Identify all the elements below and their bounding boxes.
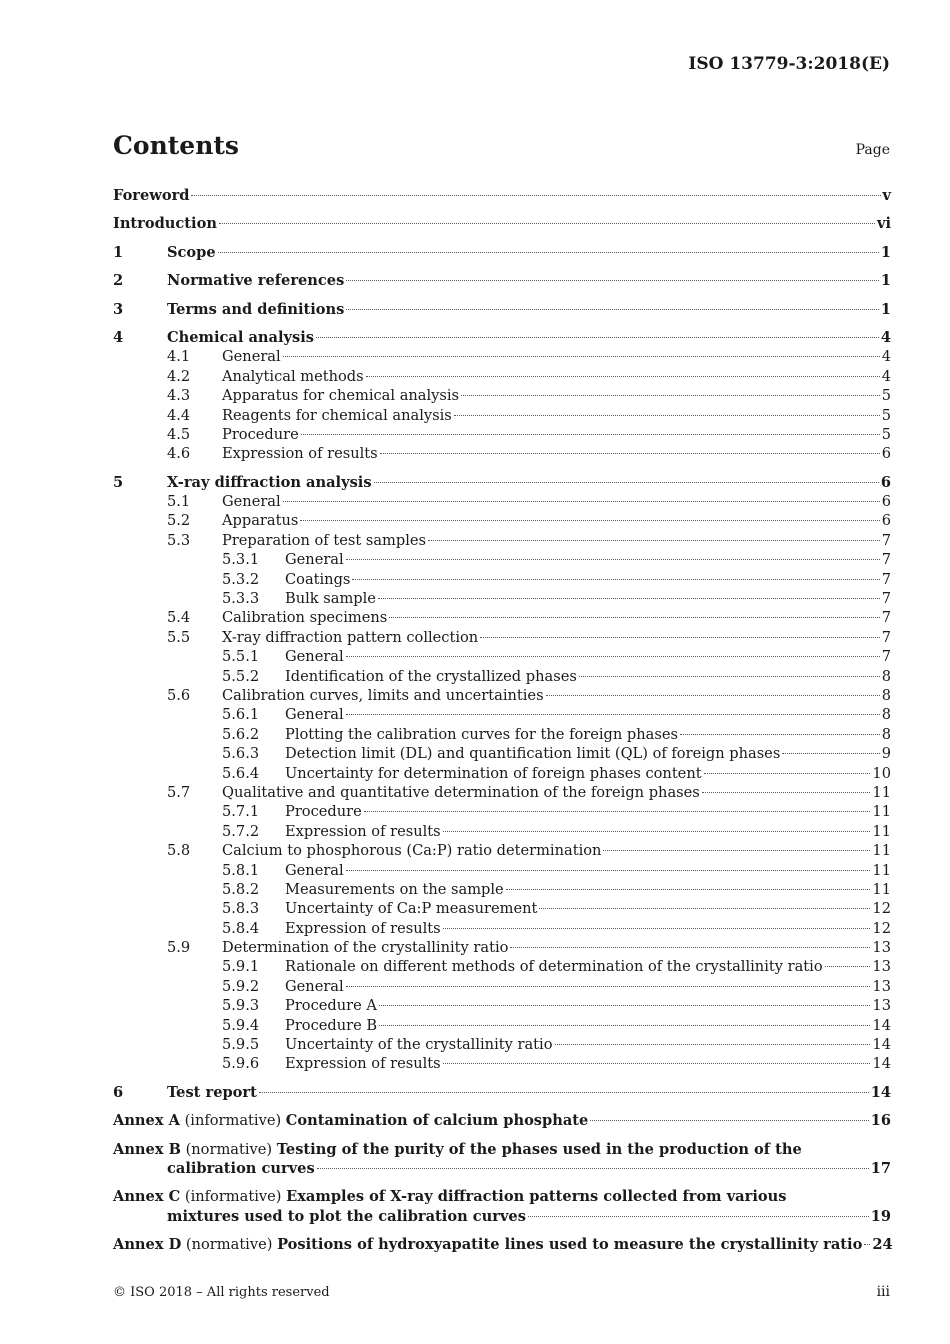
toc-entry-page: 11: [872, 861, 891, 879]
dot-leader: [283, 356, 880, 357]
dot-leader: [346, 986, 871, 987]
toc-entry-number: 5.6.4: [222, 764, 260, 782]
toc-entry-number: 5.9: [167, 939, 191, 957]
toc-entry-title[interactable]: General: [222, 348, 281, 366]
toc-entry-page: 5: [881, 425, 891, 443]
toc-entry-number: 5.9.2: [222, 977, 260, 995]
toc-entry-title[interactable]: Apparatus: [222, 512, 299, 530]
dot-leader: [555, 1044, 871, 1045]
toc-entry-page: 7: [881, 570, 891, 588]
toc-entry-title[interactable]: Calcium to phosphorous (Ca:P) ratio determination: [222, 842, 602, 860]
dot-leader: [259, 1092, 869, 1093]
toc-entry-number: 5.8: [167, 842, 191, 860]
toc-entry-page: 7: [881, 648, 891, 666]
annex-title-continued: calibration curves: [167, 1160, 315, 1177]
toc-entry-page: 1: [880, 243, 891, 261]
toc-entry[interactable]: [113, 531, 891, 550]
document-id: ISO 13779-3:2018(E): [688, 54, 890, 74]
toc-entry-page: v: [882, 187, 891, 204]
dot-leader: [352, 579, 879, 580]
toc-entry-title[interactable]: General: [285, 551, 344, 569]
dot-leader: [864, 1244, 870, 1245]
toc-entry-page: 5: [881, 406, 891, 424]
toc-entry[interactable]: [113, 667, 891, 686]
toc-entry-page: 7: [881, 551, 891, 569]
dot-leader: [389, 617, 879, 618]
toc-entry[interactable]: [113, 977, 891, 996]
dot-leader: [528, 1216, 869, 1217]
toc-entry-number: 5.6.2: [222, 725, 260, 743]
toc-entry[interactable]: [113, 996, 891, 1015]
toc-entry-title[interactable]: Chemical analysis: [167, 328, 314, 346]
toc-entry-page: 13: [872, 977, 891, 995]
toc-entry[interactable]: [113, 880, 891, 899]
toc-entry-title[interactable]: Measurements on the sample: [285, 880, 504, 898]
toc-entry[interactable]: [113, 367, 891, 386]
toc-entry-number: 5.3.1: [222, 551, 260, 569]
toc-entry-title[interactable]: Scope: [167, 243, 216, 261]
toc-entry-page: 7: [881, 609, 891, 627]
dot-leader: [219, 223, 875, 224]
toc-entry-title[interactable]: Plotting the calibration curves for the foreign phases: [285, 725, 678, 743]
dot-leader: [443, 1063, 871, 1064]
dot-leader: [506, 889, 871, 890]
toc-entry-number: 5.9.1: [222, 958, 260, 976]
toc-entry[interactable]: [113, 511, 891, 530]
toc-entry-page: 14: [872, 1055, 891, 1073]
toc-entry-page: 13: [872, 939, 891, 957]
annex-page: 24: [872, 1236, 893, 1254]
toc-entry-page: 4: [881, 348, 891, 366]
toc-entry-title[interactable]: Calibration curves, limits and uncertainties: [222, 686, 544, 704]
toc-entry-number: 5.7: [167, 783, 191, 801]
toc-entry[interactable]: [113, 1054, 891, 1073]
toc-entry-title[interactable]: Rationale on different methods of determination of the crystallinity ratio: [285, 958, 823, 976]
toc-entry-page: 6: [881, 512, 891, 530]
toc-entry-number: 5.5.1: [222, 648, 260, 666]
toc-entry-title[interactable]: Calibration specimens: [222, 609, 388, 627]
dot-leader: [316, 337, 879, 338]
dot-leader: [366, 376, 880, 377]
toc-entry-number: 4.3: [167, 387, 191, 405]
toc-entry-title[interactable]: General: [285, 861, 344, 879]
dot-leader: [480, 637, 880, 638]
toc-entry-number: 4.4: [167, 406, 191, 424]
toc-entry-number: 5.9.3: [222, 997, 260, 1015]
annex-title: Examples of X-ray diffraction patterns collected from various: [286, 1188, 787, 1206]
toc-entry[interactable]: [113, 802, 891, 821]
toc-entry[interactable]: [113, 347, 891, 366]
toc-entry-page: 12: [872, 900, 891, 918]
toc-entry-page: 1: [880, 272, 891, 290]
toc-entry-number: 5.6.3: [222, 745, 260, 763]
toc-entry-title[interactable]: Bulk sample: [285, 590, 376, 608]
dot-leader: [218, 252, 879, 253]
toc-entry[interactable]: [113, 492, 891, 511]
annex-label: Annex A: [113, 1112, 180, 1130]
toc-entry-number: 5.5: [167, 628, 191, 646]
toc-entry-title[interactable]: Introduction: [113, 215, 217, 233]
toc-entry[interactable]: [113, 473, 891, 492]
toc-entry[interactable]: [113, 628, 891, 647]
toc-entry[interactable]: [113, 570, 891, 589]
toc-entry[interactable]: [113, 647, 891, 666]
annex-type: (informative): [184, 1188, 282, 1206]
toc-entry[interactable]: [113, 186, 891, 205]
toc-entry-title[interactable]: Apparatus for chemical analysis: [222, 387, 460, 405]
toc-entry-title[interactable]: General: [285, 648, 344, 666]
dot-leader: [579, 676, 880, 677]
toc-entry[interactable]: [113, 744, 891, 763]
toc-entry-title[interactable]: Identification of the crystallized phases: [285, 667, 577, 685]
toc-entry-title[interactable]: Qualitative and quantitative determination of the foreign phases: [222, 783, 700, 801]
dot-leader: [680, 734, 880, 735]
toc-entry-page: vi: [876, 215, 891, 233]
dot-leader: [346, 559, 880, 560]
dot-leader: [378, 598, 880, 599]
dot-leader: [346, 656, 880, 657]
dot-leader: [590, 1120, 868, 1121]
toc-entry-number: 5.2: [167, 512, 191, 530]
toc-entry-number: 5.7.1: [222, 803, 260, 821]
table-of-contents: [113, 186, 891, 1255]
dot-leader: [379, 1025, 870, 1026]
toc-entry-page: 14: [872, 1016, 891, 1034]
toc-entry-page: 8: [881, 725, 891, 743]
toc-entry[interactable]: [113, 1016, 891, 1035]
annex-label: Annex C: [113, 1188, 181, 1206]
dot-leader: [379, 1005, 870, 1006]
toc-entry-title[interactable]: Reagents for chemical analysis: [222, 406, 452, 424]
toc-entry-page: 8: [881, 686, 891, 704]
toc-entry-page: 11: [872, 880, 891, 898]
toc-entry[interactable]: [113, 589, 891, 608]
toc-entry-number: 5.7.2: [222, 822, 260, 840]
annex-title: Testing of the purity of the phases used in the production of the: [276, 1140, 802, 1158]
dot-leader: [702, 792, 871, 793]
toc-entry[interactable]: [113, 783, 891, 802]
toc-entry-title[interactable]: General: [285, 706, 344, 724]
toc-entry[interactable]: [113, 725, 891, 744]
toc-entry[interactable]: [113, 406, 891, 425]
toc-entry-number: 3: [113, 300, 124, 318]
dot-leader: [782, 753, 879, 754]
annex-type: (normative): [185, 1236, 273, 1254]
dot-leader: [443, 928, 871, 929]
toc-entry-page: 5: [881, 387, 891, 405]
annex-title: Contamination of calcium phosphate: [285, 1112, 589, 1130]
toc-entry-title[interactable]: X-ray diffraction analysis: [167, 473, 372, 491]
toc-entry-number: 5.6: [167, 686, 191, 704]
dot-leader: [191, 195, 880, 196]
toc-entry[interactable]: [113, 705, 891, 724]
toc-entry-number: 4.2: [167, 367, 191, 385]
toc-entry-title[interactable]: Procedure: [285, 803, 362, 821]
page-title: Contents: [113, 131, 240, 160]
dot-leader: [317, 1168, 869, 1169]
toc-entry-title[interactable]: Detection limit (DL) and quantification limit (QL) of foreign phases: [285, 745, 781, 763]
toc-entry-page: 9: [881, 745, 891, 763]
toc-entry-page: 11: [872, 803, 891, 821]
toc-entry-title[interactable]: Uncertainty of the crystallinity ratio: [285, 1036, 553, 1054]
toc-entry-page: 7: [881, 531, 891, 549]
toc-entry-page: 6: [881, 493, 891, 511]
annex-type: (normative): [185, 1140, 273, 1158]
toc-entry-number: 5.5.2: [222, 667, 260, 685]
toc-entry-page: 8: [881, 667, 891, 685]
toc-entry-number: 6: [113, 1083, 124, 1101]
toc-entry[interactable]: [113, 550, 891, 569]
toc-entry-title[interactable]: Test report: [167, 1083, 257, 1101]
toc-entry-title[interactable]: Expression of results: [285, 919, 441, 937]
toc-entry-page: 13: [872, 958, 891, 976]
toc-entry-number: 5: [113, 473, 124, 491]
toc-entry-number: 5.9.5: [222, 1036, 260, 1054]
dot-leader: [825, 966, 871, 967]
toc-annex-entry[interactable]: [113, 1235, 891, 1254]
dot-leader: [428, 540, 880, 541]
toc-entry-title[interactable]: Preparation of test samples: [222, 531, 426, 549]
toc-entry-number: 5.8.2: [222, 880, 260, 898]
dot-leader: [301, 434, 880, 435]
toc-entry-number: 4.5: [167, 425, 191, 443]
annex-title-continued: mixtures used to plot the calibration curves: [167, 1207, 526, 1225]
toc-entry-title[interactable]: Uncertainty for determination of foreign phases content: [285, 764, 702, 782]
annex-page: 17: [870, 1160, 891, 1177]
toc-entry[interactable]: [113, 425, 891, 444]
toc-entry-page: 4: [881, 367, 891, 385]
toc-entry-page: 7: [881, 590, 891, 608]
toc-entry-title[interactable]: Foreword: [113, 187, 190, 204]
annex-page: 16: [870, 1112, 891, 1130]
dot-leader: [346, 309, 878, 310]
dot-leader: [374, 482, 879, 483]
toc-entry-title[interactable]: Expression of results: [285, 822, 441, 840]
toc-entry-page: 10: [872, 764, 891, 782]
toc-entry-number: 4.6: [167, 445, 191, 463]
annex-page: 19: [870, 1207, 891, 1225]
toc-entry-page: 8: [881, 706, 891, 724]
toc-entry[interactable]: [113, 899, 891, 918]
toc-entry-number: 5.8.3: [222, 900, 260, 918]
annex-label: Annex D: [113, 1236, 182, 1254]
dot-leader: [380, 453, 880, 454]
toc-entry-number: 5.4: [167, 609, 191, 627]
dot-leader: [346, 870, 871, 871]
toc-entry[interactable]: [113, 822, 891, 841]
dot-leader: [546, 695, 880, 696]
dot-leader: [539, 908, 870, 909]
toc-entry-page: 12: [872, 919, 891, 937]
annex-type: (informative): [184, 1112, 282, 1130]
toc-entry-title[interactable]: Procedure B: [285, 1016, 378, 1034]
toc-entry-title[interactable]: General: [285, 977, 344, 995]
dot-leader: [461, 395, 880, 396]
toc-entry-title[interactable]: Procedure A: [285, 997, 377, 1015]
toc-entry[interactable]: [113, 386, 891, 405]
toc-entry-title[interactable]: Expression of results: [285, 1055, 441, 1073]
copyright-notice: © ISO 2018 – All rights reserved: [113, 1285, 330, 1300]
page-column-label: Page: [855, 142, 890, 158]
toc-entry-page: 13: [872, 997, 891, 1015]
toc-entry-title[interactable]: Determination of the crystallinity ratio: [222, 939, 509, 957]
page-number: iii: [876, 1284, 890, 1300]
toc-entry-number: 5.9.4: [222, 1016, 260, 1034]
toc-entry[interactable]: [113, 1083, 891, 1102]
toc-entry-page: 14: [872, 1036, 891, 1054]
toc-entry-page: 1: [880, 300, 891, 318]
toc-entry-number: 4: [113, 328, 124, 346]
dot-leader: [704, 773, 871, 774]
toc-entry-number: 5.1: [167, 493, 191, 511]
toc-entry[interactable]: [113, 328, 891, 347]
toc-entry[interactable]: [113, 861, 891, 880]
dot-leader: [603, 850, 870, 851]
toc-entry-number: 5.8.1: [222, 861, 260, 879]
dot-leader: [364, 811, 871, 812]
toc-entry[interactable]: [113, 957, 891, 976]
dot-leader: [283, 501, 880, 502]
toc-entry-title[interactable]: Analytical methods: [222, 367, 364, 385]
toc-entry[interactable]: [113, 938, 891, 957]
toc-entry[interactable]: [113, 300, 891, 319]
toc-entry-title[interactable]: Coatings: [285, 570, 351, 588]
toc-entry[interactable]: [113, 214, 891, 233]
toc-entry[interactable]: [113, 608, 891, 627]
toc-entry-title[interactable]: General: [222, 493, 281, 511]
toc-entry-number: 5.3: [167, 531, 191, 549]
toc-entry-number: 5.9.6: [222, 1055, 260, 1073]
toc-entry-title[interactable]: Procedure: [222, 425, 299, 443]
annex-title: Positions of hydroxyapatite lines used to measure the crystallinity ratio: [277, 1236, 863, 1254]
toc-entry-number: 5.3.3: [222, 590, 260, 608]
dot-leader: [510, 947, 870, 948]
toc-entry-number: 5.8.4: [222, 919, 260, 937]
toc-entry-page: 6: [880, 473, 891, 491]
toc-annex-entry[interactable]: [113, 1187, 891, 1226]
dot-leader: [443, 831, 871, 832]
dot-leader: [346, 280, 879, 281]
toc-entry-title[interactable]: Expression of results: [222, 445, 378, 463]
toc-entry-number: 5.3.2: [222, 570, 260, 588]
toc-entry[interactable]: [113, 841, 891, 860]
dot-leader: [346, 714, 880, 715]
toc-entry-page: 6: [881, 445, 891, 463]
toc-entry-title[interactable]: Uncertainty of Ca:P measurement: [285, 900, 538, 918]
toc-entry-page: 11: [872, 842, 891, 860]
annex-label: Annex B: [113, 1140, 181, 1158]
toc-entry[interactable]: [113, 686, 891, 705]
toc-entry-title[interactable]: X-ray diffraction pattern collection: [222, 628, 479, 646]
toc-entry-number: 1: [113, 243, 124, 261]
toc-entry[interactable]: [113, 919, 891, 938]
toc-entry[interactable]: [113, 444, 891, 463]
toc-annex-entry[interactable]: [113, 1111, 891, 1130]
dot-leader: [454, 415, 880, 416]
toc-entry-page: 11: [872, 822, 891, 840]
toc-entry[interactable]: [113, 1035, 891, 1054]
toc-entry-page: 14: [870, 1083, 891, 1101]
toc-entry-page: 11: [872, 783, 891, 801]
toc-entry[interactable]: [113, 243, 891, 262]
toc-entry-title[interactable]: Normative references: [167, 272, 345, 290]
toc-entry-page: 7: [881, 628, 891, 646]
toc-entry-number: 2: [113, 272, 124, 290]
toc-entry-number: 4.1: [167, 348, 191, 366]
toc-entry[interactable]: [113, 271, 891, 290]
dot-leader: [300, 520, 879, 521]
toc-entry-title[interactable]: Terms and definitions: [167, 300, 345, 318]
toc-annex-entry[interactable]: [113, 1140, 891, 1179]
toc-entry[interactable]: [113, 764, 891, 783]
toc-entry-number: 5.6.1: [222, 706, 260, 724]
toc-entry-page: 4: [880, 328, 891, 346]
